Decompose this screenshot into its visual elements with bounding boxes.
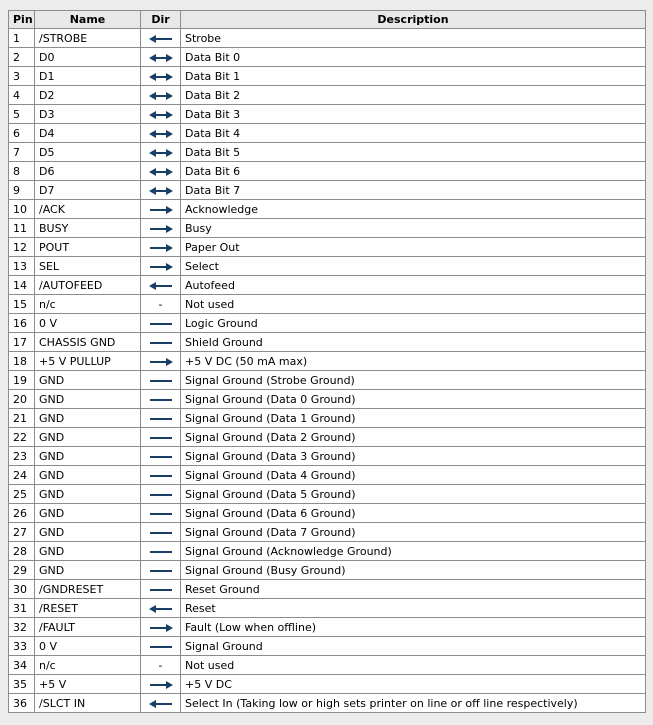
table-row [9,542,646,561]
table-row [9,257,646,276]
description-cell: Data Bit 0 [181,48,646,67]
header-pin: Pin [9,11,35,29]
dir-none-text: - [158,297,163,311]
table-body [9,29,646,713]
line-icon [149,395,173,405]
description-cell: Shield Ground [181,333,646,352]
description-cell: Data Bit 4 [181,124,646,143]
table-row [9,143,646,162]
description-cell: Signal Ground (Data 3 Ground) [181,447,646,466]
dir-cell [141,124,181,143]
dir-cell [141,694,181,713]
name-cell: D1 [35,67,141,86]
line-icon [149,642,173,652]
description-cell: Select [181,257,646,276]
pin-cell: 17 [9,333,35,352]
table-row [9,618,646,637]
double-arrow-icon [149,148,173,158]
dir-cell [141,428,181,447]
description-cell: Data Bit 6 [181,162,646,181]
header-dir: Dir [141,11,181,29]
name-cell: D0 [35,48,141,67]
table-row [9,105,646,124]
name-cell: D7 [35,181,141,200]
description-cell: Autofeed [181,276,646,295]
description-cell: Paper Out [181,238,646,257]
table-row [9,580,646,599]
pin-cell: 12 [9,238,35,257]
dir-cell [141,656,181,675]
pin-cell: 29 [9,561,35,580]
pin-cell: 20 [9,390,35,409]
dir-cell [141,29,181,48]
description-cell: Data Bit 3 [181,105,646,124]
description-cell: Select In (Taking low or high sets printer on line or off line respectively) [181,694,646,713]
name-cell: GND [35,523,141,542]
right-arrow-icon [149,623,173,633]
table-row [9,637,646,656]
left-arrow-icon [149,699,173,709]
description-cell: Data Bit 7 [181,181,646,200]
line-icon [149,414,173,424]
name-cell: GND [35,466,141,485]
double-arrow-icon [149,167,173,177]
table-row [9,675,646,694]
dir-cell [141,314,181,333]
name-cell: /GNDRESET [35,580,141,599]
table-row [9,181,646,200]
pin-cell: 21 [9,409,35,428]
table-row [9,504,646,523]
dir-cell [141,390,181,409]
double-arrow-icon [149,91,173,101]
right-arrow-icon [149,262,173,272]
table-row [9,48,646,67]
name-cell: D3 [35,105,141,124]
dir-cell [141,48,181,67]
dir-cell [141,200,181,219]
dir-cell [141,637,181,656]
table-row [9,200,646,219]
pin-cell: 6 [9,124,35,143]
dir-cell [141,618,181,637]
name-cell: /RESET [35,599,141,618]
pin-cell: 9 [9,181,35,200]
description-cell: Signal Ground (Busy Ground) [181,561,646,580]
name-cell: GND [35,371,141,390]
dir-cell [141,409,181,428]
description-cell: Fault (Low when offline) [181,618,646,637]
dir-cell [141,257,181,276]
line-icon [149,566,173,576]
pin-cell: 28 [9,542,35,561]
left-arrow-icon [149,281,173,291]
name-cell: D4 [35,124,141,143]
pin-cell: 32 [9,618,35,637]
line-icon [149,490,173,500]
dir-cell [141,276,181,295]
dir-cell [141,181,181,200]
pin-cell: 35 [9,675,35,694]
table-row [9,219,646,238]
line-icon [149,528,173,538]
description-cell: Signal Ground (Data 0 Ground) [181,390,646,409]
dir-cell [141,352,181,371]
description-cell: Busy [181,219,646,238]
description-cell: Signal Ground (Strobe Ground) [181,371,646,390]
description-cell: +5 V DC [181,675,646,694]
pin-cell: 4 [9,86,35,105]
line-icon [149,509,173,519]
table-row [9,599,646,618]
name-cell: /STROBE [35,29,141,48]
table-row [9,352,646,371]
description-cell: Data Bit 5 [181,143,646,162]
description-cell: Not used [181,295,646,314]
name-cell: GND [35,561,141,580]
name-cell: /ACK [35,200,141,219]
table-row [9,295,646,314]
name-cell: /AUTOFEED [35,276,141,295]
pin-cell: 2 [9,48,35,67]
name-cell: GND [35,447,141,466]
description-cell: Reset [181,599,646,618]
description-cell: Signal Ground (Data 7 Ground) [181,523,646,542]
name-cell: n/c [35,295,141,314]
line-icon [149,319,173,329]
dir-cell [141,371,181,390]
table-row [9,371,646,390]
name-cell: 0 V [35,637,141,656]
name-cell: BUSY [35,219,141,238]
description-cell: Signal Ground [181,637,646,656]
pin-cell: 16 [9,314,35,333]
pinout-table-wrapper [8,10,646,713]
pin-cell: 13 [9,257,35,276]
right-arrow-icon [149,357,173,367]
description-cell: +5 V DC (50 mA max) [181,352,646,371]
pin-cell: 1 [9,29,35,48]
table-row [9,485,646,504]
header-row [9,11,646,29]
name-cell: D5 [35,143,141,162]
header-name: Name [35,11,141,29]
double-arrow-icon [149,53,173,63]
dir-cell [141,542,181,561]
pin-cell: 18 [9,352,35,371]
name-cell: D6 [35,162,141,181]
name-cell: GND [35,542,141,561]
right-arrow-icon [149,243,173,253]
name-cell: 0 V [35,314,141,333]
description-cell: Not used [181,656,646,675]
right-arrow-icon [149,680,173,690]
description-cell: Signal Ground (Acknowledge Ground) [181,542,646,561]
double-arrow-icon [149,110,173,120]
line-icon [149,376,173,386]
line-icon [149,433,173,443]
table-row [9,333,646,352]
dir-cell [141,561,181,580]
name-cell: CHASSIS GND [35,333,141,352]
table-row [9,276,646,295]
pin-cell: 8 [9,162,35,181]
name-cell: GND [35,409,141,428]
right-arrow-icon [149,205,173,215]
name-cell: POUT [35,238,141,257]
dir-cell [141,105,181,124]
dir-cell [141,504,181,523]
description-cell: Data Bit 2 [181,86,646,105]
pin-cell: 23 [9,447,35,466]
name-cell: /SLCT IN [35,694,141,713]
right-arrow-icon [149,224,173,234]
description-cell: Acknowledge [181,200,646,219]
table-header [9,11,646,29]
pin-cell: 15 [9,295,35,314]
line-icon [149,471,173,481]
pin-cell: 5 [9,105,35,124]
pin-cell: 22 [9,428,35,447]
dir-cell [141,333,181,352]
name-cell: GND [35,485,141,504]
pin-cell: 31 [9,599,35,618]
pin-cell: 10 [9,200,35,219]
table-row [9,314,646,333]
table-row [9,86,646,105]
table-row [9,561,646,580]
description-cell: Strobe [181,29,646,48]
table-row [9,409,646,428]
double-arrow-icon [149,186,173,196]
left-arrow-icon [149,34,173,44]
dir-cell [141,143,181,162]
dir-cell [141,523,181,542]
description-cell: Signal Ground (Data 1 Ground) [181,409,646,428]
name-cell: D2 [35,86,141,105]
double-arrow-icon [149,72,173,82]
dir-cell [141,485,181,504]
pin-cell: 25 [9,485,35,504]
table-row [9,466,646,485]
table-row [9,162,646,181]
table-row [9,656,646,675]
description-cell: Data Bit 1 [181,67,646,86]
double-arrow-icon [149,129,173,139]
table-row [9,124,646,143]
line-icon [149,547,173,557]
pin-cell: 19 [9,371,35,390]
pin-cell: 14 [9,276,35,295]
description-cell: Signal Ground (Data 4 Ground) [181,466,646,485]
description-cell: Signal Ground (Data 6 Ground) [181,504,646,523]
dir-cell [141,675,181,694]
table-row [9,694,646,713]
name-cell: GND [35,428,141,447]
pin-cell: 7 [9,143,35,162]
pin-cell: 34 [9,656,35,675]
dir-cell [141,162,181,181]
table-row [9,29,646,48]
dir-none-text: - [158,658,163,672]
line-icon [149,338,173,348]
name-cell: +5 V PULLUP [35,352,141,371]
description-cell: Reset Ground [181,580,646,599]
table-row [9,428,646,447]
dir-cell [141,599,181,618]
dir-cell [141,447,181,466]
dir-cell [141,67,181,86]
description-cell: Signal Ground (Data 2 Ground) [181,428,646,447]
name-cell: /FAULT [35,618,141,637]
name-cell: SEL [35,257,141,276]
table-row [9,238,646,257]
name-cell: n/c [35,656,141,675]
name-cell: GND [35,390,141,409]
table-row [9,390,646,409]
line-icon [149,585,173,595]
name-cell: GND [35,504,141,523]
pin-cell: 33 [9,637,35,656]
pin-cell: 24 [9,466,35,485]
table-row [9,67,646,86]
table-row [9,523,646,542]
dir-cell [141,466,181,485]
pin-cell: 3 [9,67,35,86]
description-cell: Logic Ground [181,314,646,333]
pin-cell: 36 [9,694,35,713]
pin-cell: 26 [9,504,35,523]
pin-cell: 30 [9,580,35,599]
dir-cell [141,580,181,599]
header-description: Description [181,11,646,29]
table-row [9,447,646,466]
description-cell: Signal Ground (Data 5 Ground) [181,485,646,504]
dir-cell [141,238,181,257]
name-cell: +5 V [35,675,141,694]
pin-cell: 11 [9,219,35,238]
left-arrow-icon [149,604,173,614]
pin-cell: 27 [9,523,35,542]
line-icon [149,452,173,462]
dir-cell [141,295,181,314]
dir-cell [141,86,181,105]
dir-cell [141,219,181,238]
pinout-table [8,10,646,713]
